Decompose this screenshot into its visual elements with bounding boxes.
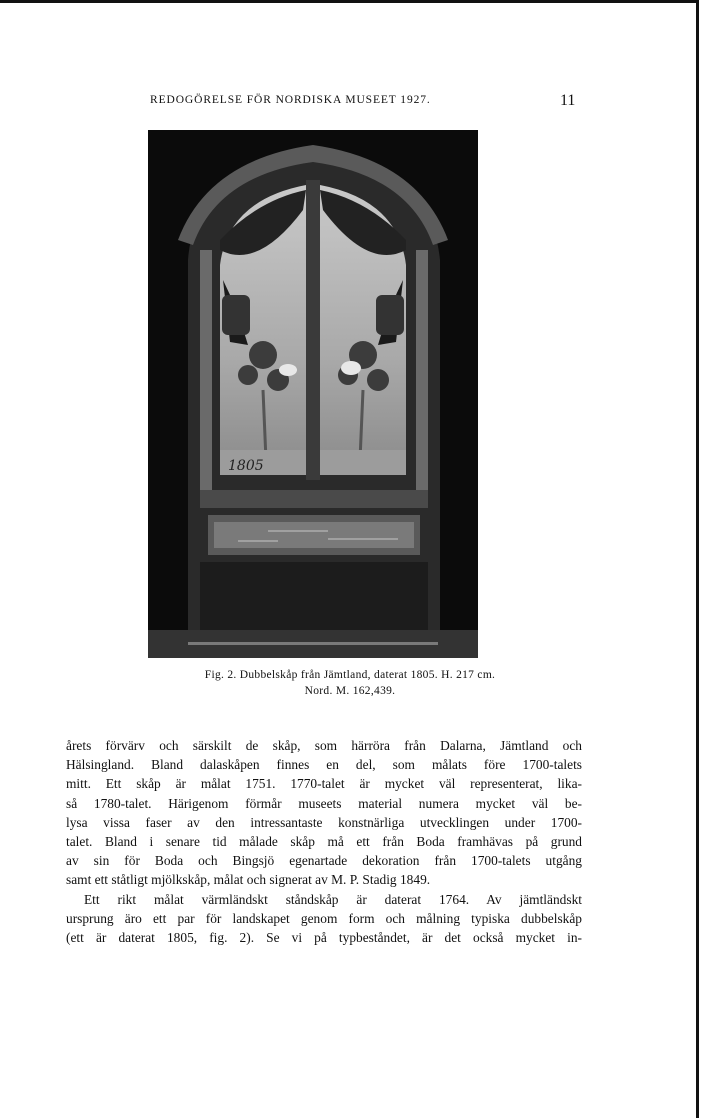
text-line: talet. Bland i senare tid målade skåp må ett från Boda framhävas på grund	[66, 833, 582, 849]
body-text	[66, 736, 582, 947]
page-header	[0, 92, 704, 114]
text-line: så 1780-talet. Härigenom förmår museets material numera mycket väl be-	[66, 795, 582, 811]
page-number: 11	[560, 92, 576, 109]
text-line: mitt. Ett skåp är målat 1751. 1770-talet är mycket väl representerat, lika-	[66, 776, 582, 792]
caption-line: Nord. M. 162,439.	[304, 685, 396, 697]
text-line: årets förvärv och särskilt de skåp, som härröra från Dalarna, Jämtland och	[66, 738, 582, 753]
page-right-edge	[696, 0, 699, 1118]
page-top-edge	[0, 0, 698, 3]
figure-photo	[148, 130, 478, 658]
text-line: Hälsingland. Bland dalaskåpen finnes en del, som målats före 1700-talets	[66, 757, 582, 773]
text-line: av sin för Boda och Bingsjö egenartade dekoration från 1700-talets utgång	[66, 853, 582, 869]
cupboard-date-inscription: 1805	[228, 458, 264, 474]
text-line: lysa vissa faser av den intressantaste konstnärliga utvecklingen under 1700-	[66, 814, 582, 830]
running-head: REDOGÖRELSE FÖR NORDISKA MUSEET 1927.	[150, 94, 431, 106]
figure-caption	[100, 667, 600, 699]
text-line: Ett rikt målat värmländskt ståndskåp är daterat 1764. Av jämtländskt	[84, 891, 582, 907]
painted-cupboard-photo-icon	[148, 130, 478, 658]
text-line: ursprung äro ett par för landskapet genom form och målning typiska dubbelskåp	[66, 910, 582, 926]
text-line: (ett är daterat 1805, fig. 2). Se vi på typbeståndet, är det också mycket in-	[66, 929, 582, 945]
caption-line: Fig. 2. Dubbelskåp från Jämtland, daterat 1805. H. 217 cm.	[204, 669, 496, 681]
text-line: samt ett ståtligt mjölkskåp, målat och signerat av M. P. Stadig 1849.	[66, 872, 431, 888]
